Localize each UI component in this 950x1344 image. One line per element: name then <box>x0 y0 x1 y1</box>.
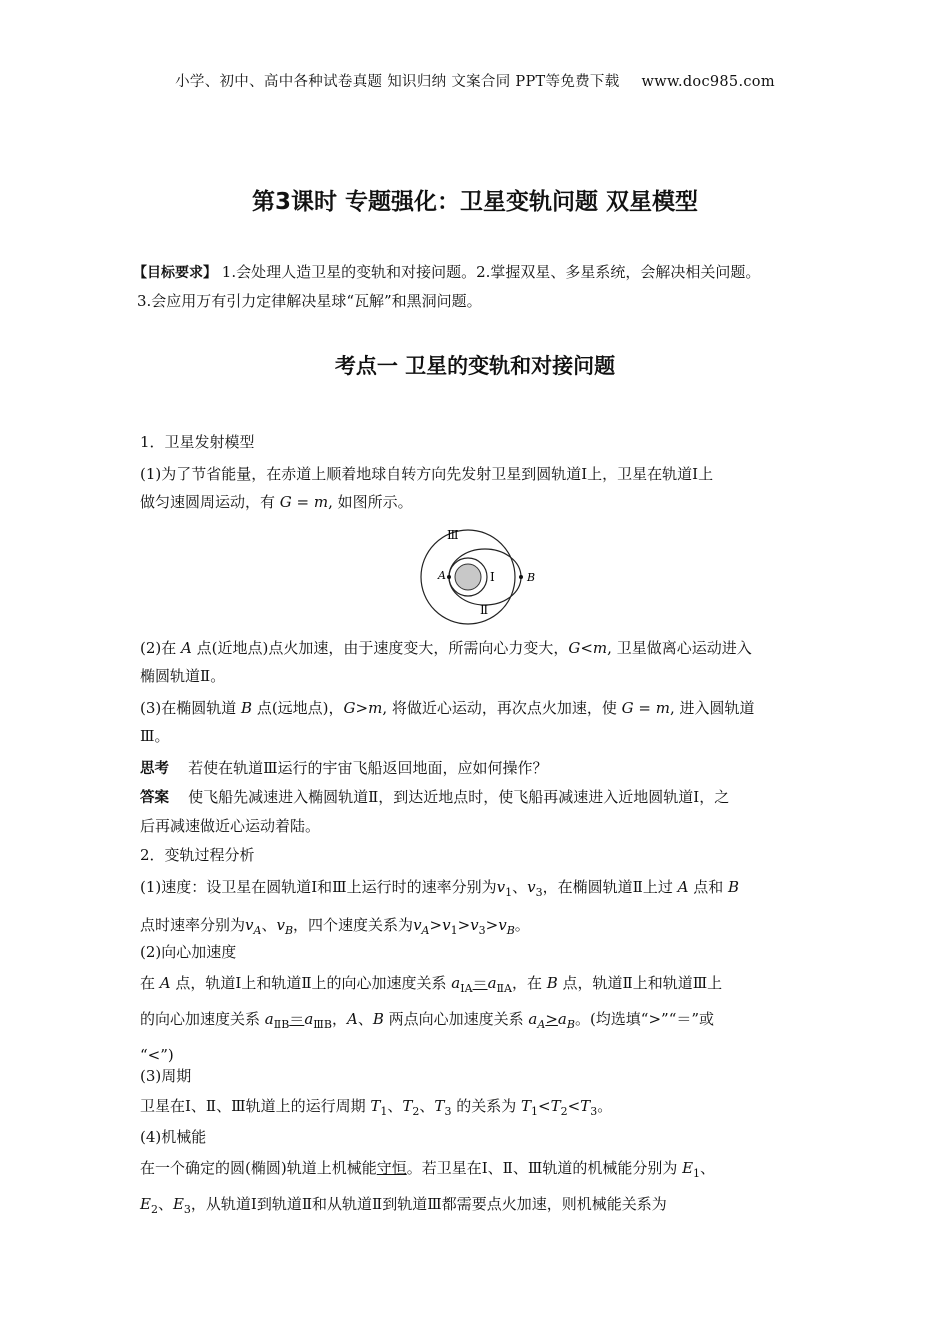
p2-line2: 椭圆轨道Ⅱ。 <box>140 667 226 685</box>
p2-post: , 卫星做离心运动进入 <box>607 639 752 657</box>
sep: 、 <box>157 1195 173 1213</box>
var-v: v <box>413 916 422 934</box>
var-v: v <box>442 916 451 934</box>
lt: < <box>538 1097 551 1115</box>
var-a: a <box>487 974 497 992</box>
sub-B: B <box>284 924 294 937</box>
var-T: T <box>402 1097 413 1115</box>
blank-eq: ＝ <box>289 1010 305 1028</box>
blank-eq: ＝ <box>472 974 488 992</box>
var-a: a <box>557 1010 567 1028</box>
sub-3: 3 <box>478 924 486 937</box>
var-A: A <box>677 878 689 896</box>
blank-gt: > <box>545 1010 558 1028</box>
acc-l2e: 。(均选填“>”“＝”或 <box>574 1010 715 1028</box>
sub-IIIB: ⅢB <box>313 1018 332 1031</box>
paragraph-perigee <box>140 634 812 690</box>
var-T: T <box>580 1097 591 1115</box>
p1-text: 做匀速圆周运动，有 <box>140 493 280 511</box>
vel-mid2: 点和 <box>688 878 728 896</box>
sep: 、 <box>512 878 528 896</box>
subheading-energy: (4)机械能 <box>140 1128 207 1146</box>
think-question <box>140 754 812 783</box>
sub-3: 3 <box>535 886 543 899</box>
paragraph-launch <box>140 460 812 516</box>
var-v: v <box>496 878 506 896</box>
sub-IA: ⅠA <box>460 982 473 995</box>
sub-2: 2 <box>560 1105 568 1118</box>
var-m: m <box>655 699 670 717</box>
energy-l2: ，从轨道Ⅰ到轨道Ⅱ和从轨道Ⅱ到轨道Ⅲ都需要点火加速，则机械能关系为 <box>190 1195 667 1213</box>
var-T: T <box>520 1097 531 1115</box>
vel-pre: (1)速度：设卫星在圆轨道Ⅰ和Ⅲ上运行时的速率分别为 <box>140 878 497 896</box>
point-B <box>519 575 523 579</box>
period-post: 。 <box>597 1097 613 1115</box>
label-III: Ⅲ <box>447 528 459 542</box>
vel-line2: 点时速率分别为 <box>140 916 246 934</box>
sub-A: A <box>253 924 262 937</box>
sub-3: 3 <box>590 1105 598 1118</box>
var-v: v <box>498 916 507 934</box>
var-B: B <box>372 1010 384 1028</box>
sub-1: 1 <box>505 886 513 899</box>
earth <box>455 564 481 590</box>
var-a: a <box>304 1010 314 1028</box>
var-T: T <box>434 1097 445 1115</box>
p2-mid: 点(近地点)点火加速，由于速度变大，所需向心力变大， <box>191 639 569 657</box>
sep: 、 <box>387 1097 403 1115</box>
sub-B: B <box>566 1018 575 1031</box>
var-a: a <box>451 974 461 992</box>
orbit-diagram <box>410 525 552 625</box>
var-E: E <box>172 1195 184 1213</box>
learning-goals <box>133 258 827 315</box>
period-mid: 的关系为 <box>451 1097 521 1115</box>
p1-eq: = <box>291 493 314 511</box>
acc-l2a: 的向心加速度关系 <box>140 1010 265 1028</box>
sub-A: A <box>537 1018 546 1031</box>
p3-pre: (3)在椭圆轨道 <box>140 699 242 717</box>
subheading-acceleration: (2)向心加速度 <box>140 943 237 961</box>
p3-line2: Ⅲ。 <box>140 727 170 745</box>
sub-1: 1 <box>450 924 458 937</box>
sub-A: A <box>421 924 430 937</box>
acc-l1b: ，在 <box>511 974 547 992</box>
var-E: E <box>682 1159 694 1177</box>
energy-l1a: 在一个确定的圆(椭圆)轨道上机械能 <box>140 1159 377 1177</box>
answer-line1: 使飞船先减速进入椭圆轨道Ⅱ，到达近地点时，使飞船再减速进入近地圆轨道Ⅰ，之 <box>188 788 730 806</box>
var-B: B <box>727 878 740 896</box>
var-m: m <box>313 493 329 511</box>
var-m: m <box>592 639 608 657</box>
sub-1: 1 <box>380 1105 388 1118</box>
paragraph-apogee <box>140 694 812 750</box>
var-v: v <box>245 916 254 934</box>
gt: > <box>429 916 443 934</box>
acc-l2b: ， <box>331 1010 347 1028</box>
acc-l2c: 、 <box>357 1010 373 1028</box>
p3-post: , 进入圆轨道 <box>669 699 755 717</box>
answer-label: 答案 <box>140 790 169 806</box>
acc-l3: “<”) <box>140 1046 174 1064</box>
goal-label: 【目标要求】 <box>133 265 217 281</box>
acc-pre: 在 <box>140 974 160 992</box>
var-m: m <box>368 699 383 717</box>
answer-block <box>140 783 812 840</box>
var-T: T <box>370 1097 381 1115</box>
acc-l1a: 点，轨道Ⅰ上和轨道Ⅱ上的向心加速度关系 <box>170 974 452 992</box>
paragraph-period <box>140 1092 812 1126</box>
sub-1: 1 <box>693 1167 701 1180</box>
point-A <box>447 575 451 579</box>
sub-2: 2 <box>150 1203 158 1216</box>
sub-3: 3 <box>183 1203 191 1216</box>
page-header <box>0 70 950 91</box>
lt: < <box>567 1097 581 1115</box>
paragraph-energy <box>140 1153 812 1225</box>
var-B: B <box>241 699 253 717</box>
var-v: v <box>276 916 285 934</box>
var-a: a <box>264 1010 274 1028</box>
sep: 、 <box>261 916 277 934</box>
label-B: B <box>527 571 536 584</box>
var-v: v <box>527 878 536 896</box>
sub-B: B <box>506 924 515 937</box>
p1-post: , 如图所示。 <box>328 493 413 511</box>
section-heading: 考点一 卫星的变轨和对接问题 <box>334 354 616 378</box>
gt: > <box>457 916 471 934</box>
energy-l1b: 。若卫星在Ⅰ、Ⅱ、Ⅲ轨道的机械能分别为 <box>406 1159 683 1177</box>
var-G: G <box>279 493 292 511</box>
sub-2: 2 <box>412 1105 420 1118</box>
sep: 、 <box>700 1159 716 1177</box>
think-text: 若使在轨道Ⅲ运行的宇宙飞船返回地面，应如何操作？ <box>188 759 548 777</box>
p3-mid2: , 将做近心运动，再次点火加速，使 <box>382 699 622 717</box>
var-G: G <box>568 639 581 657</box>
label-A: A <box>438 569 446 582</box>
subheading-period: (3)周期 <box>140 1067 192 1085</box>
paragraph-velocity: (1)速度：设卫星在圆轨道Ⅰ和Ⅲ上运行时的速率分别为$v_1$、$v_3$，在椭圆轨道Ⅱ上过 A 点和 B 点时速率分别为$v_A$、$v_B$，四个速度关系为$v_A>v_1>v_3>v_B$。 <box>140 878 740 937</box>
period-pre: 卫星在Ⅰ、Ⅱ、Ⅲ轨道上的运行周期 <box>140 1097 371 1115</box>
acc-l2d: 两点向心加速度关系 <box>383 1010 529 1028</box>
var-B: B <box>546 974 558 992</box>
var-v: v <box>470 916 479 934</box>
p1-line1: (1)为了节省能量，在赤道上顺着地球自转方向先发射卫星到圆轨道Ⅰ上，卫星在轨道Ⅰ上 <box>140 465 714 483</box>
var-T: T <box>550 1097 561 1115</box>
sub-IIB: ⅡB <box>273 1018 290 1031</box>
p3-gt: > <box>355 699 369 717</box>
sub-3: 3 <box>444 1105 452 1118</box>
vel-mid: ，在椭圆轨道Ⅱ上过 <box>542 878 678 896</box>
sub-1: 1 <box>531 1105 538 1118</box>
header-url[interactable]: www.doc985.com <box>641 74 775 90</box>
var-A: A <box>346 1010 358 1028</box>
p3-mid: 点(远地点)， <box>252 699 344 717</box>
think-label: 思考 <box>140 761 169 777</box>
var-A: A <box>181 639 192 657</box>
p3-eq: = <box>633 699 656 717</box>
vel-line2mid: ，四个速度关系为 <box>293 916 414 934</box>
header-text: 小学、初中、高中各种试卷真题 知识归纳 文案合同 PPT等免费下载 <box>175 74 620 90</box>
goal-line-2: 3.会应用万有引力定律解决星球“瓦解”和黑洞问题。 <box>137 292 482 310</box>
paragraph-acceleration <box>140 968 812 1071</box>
label-I: Ⅰ <box>490 570 495 584</box>
subheading-launch-model: 1．卫星发射模型 <box>140 433 255 451</box>
lesson-title: 第3课时 专题强化：卫星变轨问题 双星模型 <box>251 189 699 215</box>
acc-l1c: 点，轨道Ⅱ上和轨道Ⅲ上 <box>557 974 723 992</box>
p2-pre: (2)在 <box>140 639 182 657</box>
subheading-transfer: 2．变轨过程分析 <box>140 846 255 864</box>
sub-IIA: ⅡA <box>496 982 512 995</box>
var-G: G <box>621 699 634 717</box>
goal-line-1: 1.会处理人造卫星的变轨和对接问题。2.掌握双星、多星系统，会解决相关问题。 <box>221 263 761 281</box>
var-a: a <box>528 1010 538 1028</box>
var-A: A <box>159 974 171 992</box>
var-G: G <box>343 699 356 717</box>
label-II: Ⅱ <box>480 603 489 617</box>
blank-keep: 守恒 <box>376 1159 407 1177</box>
p2-lt: < <box>580 639 593 657</box>
var-E: E <box>140 1195 151 1213</box>
gt: > <box>485 916 499 934</box>
sep: 、 <box>419 1097 435 1115</box>
answer-line2: 后再减速做近心运动着陆。 <box>140 817 321 835</box>
